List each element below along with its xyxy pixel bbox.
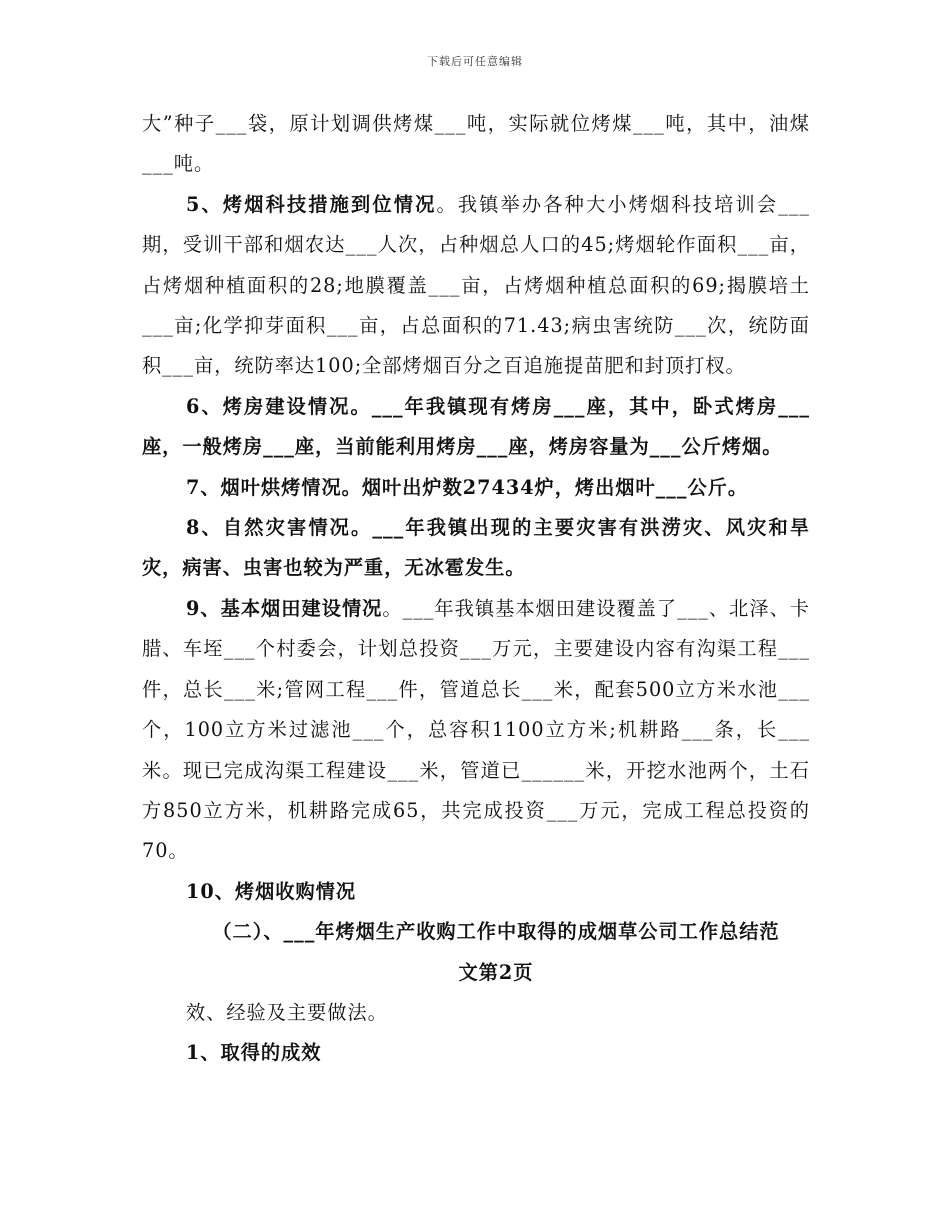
paragraph-purchase: 10、烤烟收购情况 xyxy=(186,879,357,903)
paragraph-field-construction xyxy=(142,589,810,872)
paragraph-tech-measures xyxy=(142,185,810,387)
section-title-tech-measures: 5、烤烟科技措施到位情况 xyxy=(186,192,437,216)
section-title-field-construction: 9、基本烟田建设情况 xyxy=(186,596,383,620)
document-body xyxy=(142,104,810,1074)
paragraph-curing-barn: 6、烤房建设情况。___年我镇现有烤房___座，其中，卧式烤房___座，一般烤房___座，当前能利用烤房___座，烤房容量为___公斤烤烟。 xyxy=(142,394,810,459)
page-header-note: 下载后可任意编辑 xyxy=(427,55,523,68)
section-heading-line2: 文第2页 xyxy=(458,960,534,984)
paragraph-achievements-title: 1、取得的成效 xyxy=(186,1041,322,1065)
paragraph-seed-coal: 大”种子___袋，原计划调供烤煤___吨，实际就位烤煤___吨，其中，油煤___吨。 xyxy=(142,112,810,176)
paragraph-effects-intro: 效、经验及主要做法。 xyxy=(186,1000,388,1024)
paragraph-leaf-curing: 7、烟叶烘烤情况。烟叶出炉数27434炉，烤出烟叶___公斤。 xyxy=(186,475,749,499)
section-body-tech-measures: 。我镇举办各种大小烤烟科技培训会___期，受训干部和烟农达___人次，占种烟总人口的45;烤烟轮作面积___亩，占烤烟种植面积的28;地膜覆盖___亩，占烤烟种植总面积的69;揭膜培土___亩;化学抑芽面积___亩，占总面积的71.43;病虫害统防___次，统防面积___亩，统防率达100;全部烤烟百分之百追施提苗肥和封顶打杈。 xyxy=(142,192,810,378)
section-heading-line1: （二）、___年烤烟生产收购工作中取得的成烟草公司工作总结范 xyxy=(212,920,780,944)
section-body-field-construction: 。___年我镇基本烟田建设覆盖了___、北泽、卡腊、车垤___个村委会，计划总投资___万元，主要建设内容有沟渠工程___件，总长___米;管网工程___件，管道总长___米，配套500立方米水池___个，100立方米过滤池___个，总容积1100立方米;机耕路___条，长___米。现已完成沟渠工程建设___米，管道已______米，开挖水池两个，土石方850立方米，机耕路完成65，共完成投资___万元，完成工程总投资的70。 xyxy=(142,596,810,863)
paragraph-natural-disaster: 8、自然灾害情况。___年我镇出现的主要灾害有洪涝灾、风灾和旱灾，病害、虫害也较为严重，无冰雹发生。 xyxy=(142,516,810,580)
